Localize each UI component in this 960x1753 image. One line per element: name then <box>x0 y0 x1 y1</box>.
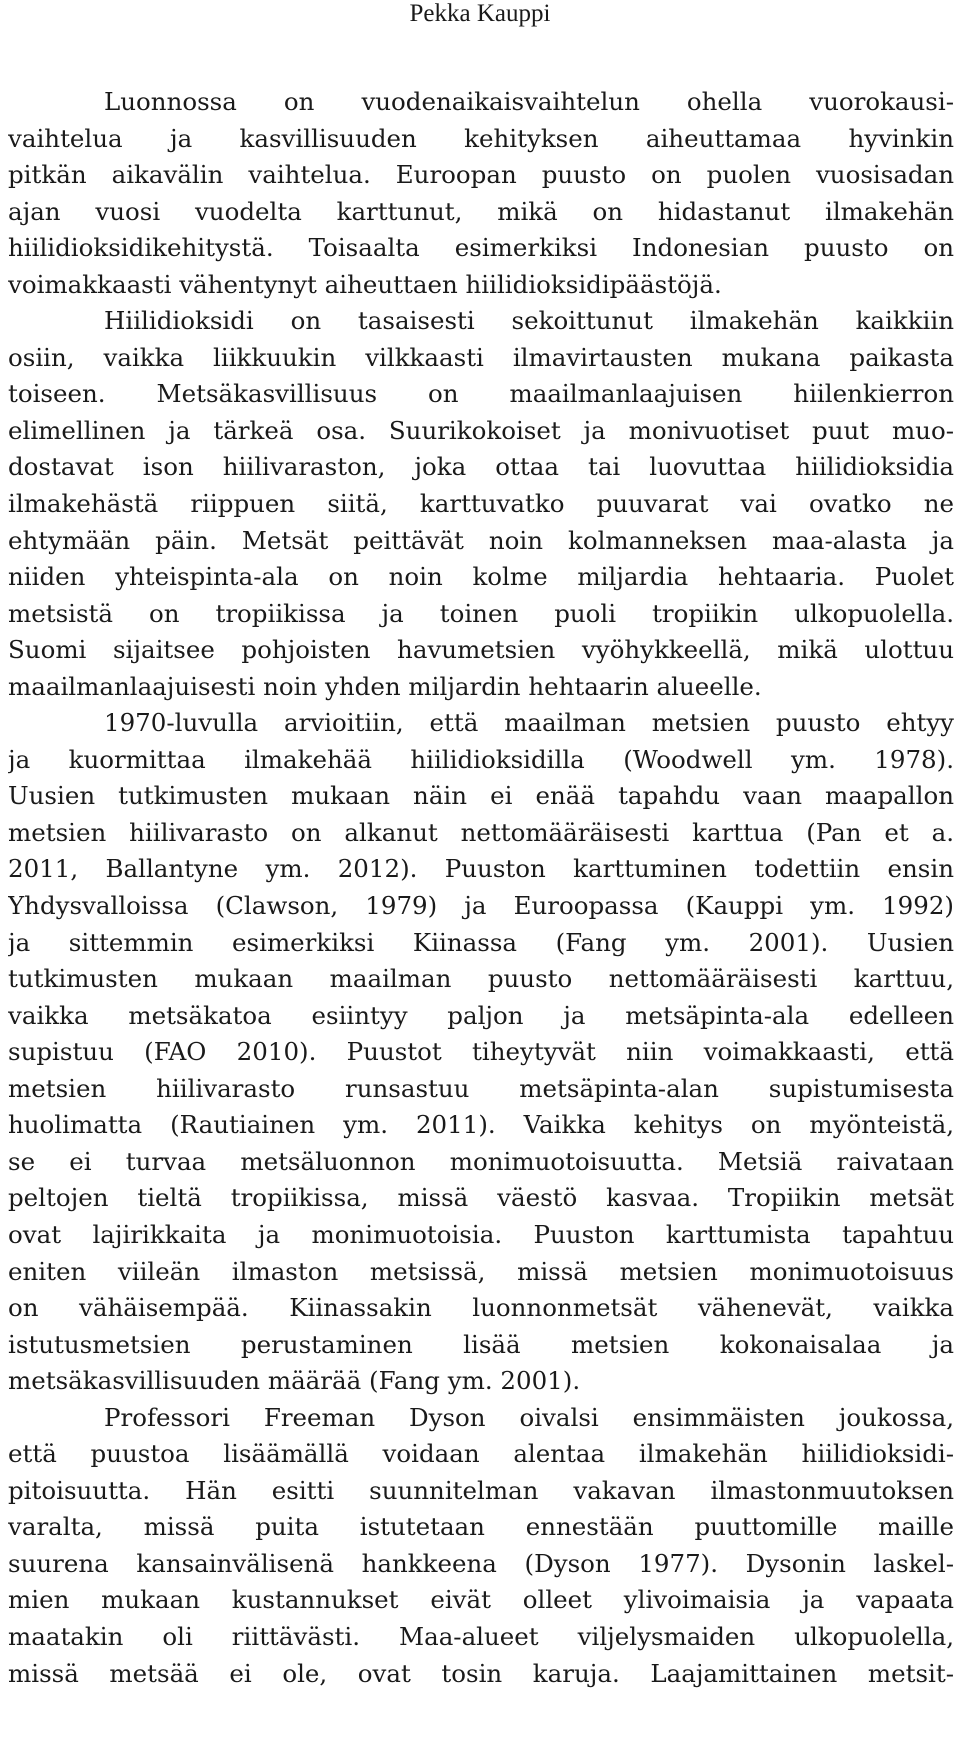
text-line: vaikka metsäkatoa esiintyy paljon ja metsäpinta-ala edelleen <box>8 1000 954 1030</box>
text-line: ja sittemmin esimerkiksi Kiinassa (Fang ym. 2001). Uusien <box>8 927 954 957</box>
text-line: niiden yhteispinta-ala on noin kolme miljardia hehtaaria. Puolet <box>8 562 954 592</box>
text-line: metsien hiilivarasto on alkanut nettomääräisesti karttua (Pan et a. <box>8 817 954 847</box>
text-line: on vähäisempää. Kiinassakin luonnonmetsät vähenevät, vaikka <box>8 1293 954 1323</box>
text-line: osiin, vaikka liikkuukin vilkkaasti ilmavirtausten mukana paikasta <box>8 342 954 372</box>
text-line: voimakkaasti vähentynyt aiheuttaen hiilidioksidipäästöjä. <box>8 269 722 299</box>
text-line: eniten viileän ilmaston metsissä, missä metsien monimuotoisuus <box>8 1256 954 1286</box>
text-line: Hiilidioksidi on tasaisesti sekoittunut ilmakehän kaikkiin <box>104 306 954 336</box>
text-line: Yhdysvalloissa (Clawson, 1979) ja Euroopassa (Kauppi ym. 1992) <box>8 891 954 921</box>
text-line: Luonnossa on vuodenaikaisvaihtelun ohella vuorokausi- <box>104 87 954 116</box>
text-line: toiseen. Metsäkasvillisuus on maailmanlaajuisen hiilenkierron <box>8 379 954 409</box>
text-line: varalta, missä puita istutetaan ennestään puuttomille maille <box>8 1512 954 1542</box>
running-header-author: Pekka Kauppi <box>409 0 551 27</box>
text-line: maatakin oli riittävästi. Maa-alueet viljelysmaiden ulkopuolella, <box>8 1621 954 1651</box>
text-line: missä metsää ei ole, ovat tosin karuja. Laajamittainen metsit- <box>8 1658 954 1688</box>
text-line: metsäkasvillisuuden määrää (Fang ym. 2001). <box>8 1366 581 1396</box>
text-line: dostavat ison hiilivaraston, joka ottaa tai luovuttaa hiilidioksidia <box>8 452 954 482</box>
text-line: se ei turvaa metsäluonnon monimuotoisuutta. Metsiä raivataan <box>8 1146 954 1176</box>
text-line: 2011, Ballantyne ym. 2012). Puuston karttuminen todettiin ensin <box>8 854 954 884</box>
text-line: vaihtelua ja kasvillisuuden kehityksen aiheuttamaa hyvinkin <box>8 123 954 153</box>
text-line: Uusien tutkimusten mukaan näin ei enää tapahdu vaan maapallon <box>8 781 954 811</box>
text-line: ovat lajirikkaita ja monimuotoisia. Puuston karttumista tapahtuu <box>8 1219 954 1249</box>
text-line: tutkimusten mukaan maailman puusto nettomääräisesti karttuu, <box>8 964 954 994</box>
text-line: 1970-luvulla arvioitiin, että maailman metsien puusto ehtyy <box>104 708 954 738</box>
text-line: suurena kansainvälisenä hankkeena (Dyson 1977). Dysonin laskel- <box>8 1548 954 1578</box>
text-line: ilmakehästä riippuen siitä, karttuvatko puuvarat vai ovatko ne <box>8 489 954 519</box>
text-line: mien mukaan kustannukset eivät olleet ylivoimaisia ja vapaata <box>8 1585 954 1615</box>
text-line: peltojen tieltä tropiikissa, missä väestö kasvaa. Tropiikin metsät <box>8 1183 954 1213</box>
text-line: metsistä on tropiikissa ja toinen puoli tropiikin ulkopuolella. <box>8 598 954 628</box>
text-line: maailmanlaajuisesti noin yhden miljardin hehtaarin alueelle. <box>8 671 762 701</box>
text-line: metsien hiilivarasto runsastuu metsäpinta-alan supistumisesta <box>8 1073 954 1103</box>
text-line: supistuu (FAO 2010). Puustot tiheytyvät niin voimakkaasti, että <box>8 1037 954 1067</box>
text-line: elimellinen ja tärkeä osa. Suurikokoiset ja monivuotiset puut muo- <box>8 415 954 445</box>
text-line: Suomi sijaitsee pohjoisten havumetsien vyöhykkeellä, mikä ulottuu <box>8 635 954 665</box>
text-line: Professori Freeman Dyson oivalsi ensimmäisten joukossa, <box>104 1402 954 1432</box>
text-line: hiilidioksidikehitystä. Toisaalta esimerkiksi Indonesian puusto on <box>8 233 954 263</box>
text-line: pitkän aikavälin vaihtelua. Euroopan puusto on puolen vuosisadan <box>8 160 954 190</box>
text-line: istutusmetsien perustaminen lisää metsien kokonaisalaa ja <box>8 1329 954 1359</box>
text-line: ehtymään päin. Metsät peittävät noin kolmanneksen maa-alasta ja <box>8 525 954 555</box>
text-line: pitoisuutta. Hän esitti suunnitelman vakavan ilmastonmuutoksen <box>8 1475 954 1505</box>
text-line: ja kuormittaa ilmakehää hiilidioksidilla (Woodwell ym. 1978). <box>8 744 954 774</box>
text-line: ajan vuosi vuodelta karttunut, mikä on hidastanut ilmakehän <box>8 196 954 226</box>
text-line: huolimatta (Rautiainen ym. 2011). Vaikka kehitys on myönteistä, <box>8 1110 954 1140</box>
text-line: että puustoa lisäämällä voidaan alentaa ilmakehän hiilidioksidi- <box>8 1439 954 1469</box>
body-text <box>8 84 954 1692</box>
